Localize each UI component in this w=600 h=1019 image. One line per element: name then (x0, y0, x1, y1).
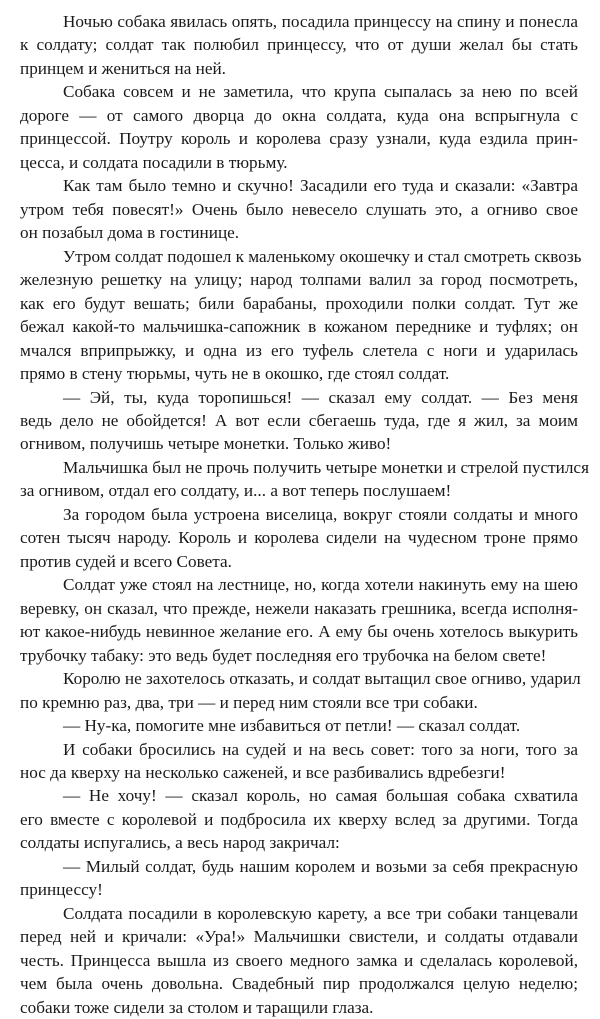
text-line: он позабыл дома в гостинице. (20, 223, 240, 243)
text-line: Как там было темно и скучно! Засадили его туда и сказали: «Завтра (63, 176, 578, 196)
text-line: Собака совсем и не заметила, что крупа сыпалась за нею по всей (63, 82, 578, 102)
text-line: — Не хочу! — сказал король, но самая большая собака схватила (63, 786, 578, 806)
text-line: принцем и жениться на ней. (20, 58, 226, 78)
paragraph (20, 784, 578, 854)
paragraph (20, 855, 578, 902)
text-line: бежал какой-то мальчишка-сапожник в кожаном переднике и туфлях; он (20, 317, 578, 337)
paragraph (20, 10, 578, 80)
text-line: принцессой. Поутру король и королева сразу узнали, куда ездила прин- (20, 129, 578, 149)
text-line: прямо в стену тюрьмы, чуть не в окошко, где стоял солдат. (20, 364, 450, 384)
text-line: собаки тоже сидели за столом и таращили глаза. (20, 997, 374, 1017)
text-line: Королю не захотелось отказать, и солдат вытащил свое огниво, ударил (63, 669, 581, 689)
paragraph (20, 902, 578, 1019)
text-line: И собаки бросились на судей и на весь совет: того за ноги, того за (63, 739, 578, 759)
paragraph (20, 174, 578, 244)
text-line: огнивом, получишь четыре монетки. Только живо! (20, 434, 392, 454)
paragraph (20, 386, 578, 456)
paragraph (20, 738, 578, 785)
text-line: принцессу! (20, 880, 103, 900)
text-line: честь. Принцесса вышла из своего медного замка и сделалась королевой, (20, 950, 578, 970)
text-line: как его будут вешать; били барабаны, проходили полки солдат. Тут же (20, 293, 578, 313)
text-line: к солдату; солдат так полюбил принцессу, что от души желал бы стать (20, 35, 578, 55)
paragraph (20, 573, 578, 667)
text-line: За городом была устроена виселица, вокруг стояли солдаты и много (63, 504, 578, 524)
text-line: веревку, он сказал, что прежде, нежели наказать грешника, всегда исполня- (20, 598, 578, 618)
book-page-text (20, 10, 589, 1019)
text-line: Мальчишка был не прочь получить четыре монетки и стрелой пустился (63, 457, 589, 477)
text-line: перед ней и кричали: «Ура!» Мальчишки свистели, и солдаты отдавали (20, 927, 578, 947)
text-line: — Ну-ка, помогите мне избавиться от петли! — сказал солдат. (63, 716, 521, 736)
text-line: трубочку табаку: это ведь будет последняя его трубочка на белом свете! (20, 645, 547, 665)
paragraph (20, 80, 578, 174)
text-line: дороге — от самого дворца до окна солдата, куда она вспрыгнула с (20, 105, 578, 125)
text-line: — Милый солдат, будь нашим королем и возьми за себя прекрасную (63, 856, 578, 876)
text-line: солдаты испугались, а весь народ закричал: (20, 833, 340, 853)
text-line: утром тебя повесят!» Очень было невесело слушать это, а огниво свое (20, 199, 578, 219)
text-line: по кремню раз, два, три — и перед ним стояли все три собаки. (20, 692, 478, 712)
text-line: чем была очень довольна. Свадебный пир продолжался целую неделю; (20, 974, 578, 994)
paragraph (20, 714, 578, 737)
text-line: сотен тысяч народу. Король и королева сидели на чудесном троне прямо (20, 528, 578, 548)
paragraph (20, 667, 581, 714)
text-line: железную решетку на улицу; народ толпами валил за город посмотреть, (20, 270, 578, 290)
text-line: Утром солдат подошел к маленькому окошечку и стал смотреть сквозь (63, 246, 582, 266)
paragraph (20, 503, 578, 573)
text-line: Солдата посадили в королевскую карету, а все три собаки танцевали (63, 903, 578, 923)
text-line: его вместе с королевой и подбросила их кверху вслед за другими. Тогда (20, 809, 578, 829)
paragraph (20, 245, 582, 386)
text-line: против судей и всего Совета. (20, 551, 232, 571)
text-line: за огнивом, отдал его солдату, и... а вот теперь послушаем! (20, 481, 452, 501)
text-line: ют какое-нибудь невинное желание его. А ему бы очень хотелось выкурить (20, 622, 578, 642)
text-line: Солдат уже стоял на лестнице, но, когда хотели накинуть ему на шею (63, 575, 578, 595)
paragraph (20, 456, 589, 503)
text-line: цесса, и солдата посадили в тюрьму. (20, 152, 288, 172)
text-line: ведь дело не обойдется! А вот если сбегаешь туда, где я жил, за моим (20, 410, 578, 430)
text-line: нос да кверху на несколько саженей, и все разбивались вдребезги! (20, 763, 506, 782)
text-line: Ночью собака явилась опять, посадила принцессу на спину и понесла (63, 12, 578, 31)
text-line: — Эй, ты, куда торопишься! — сказал ему солдат. — Без меня (63, 387, 578, 407)
text-line: мчался вприпрыжку, и одна из его туфель слетела с ноги и ударилась (20, 340, 578, 360)
